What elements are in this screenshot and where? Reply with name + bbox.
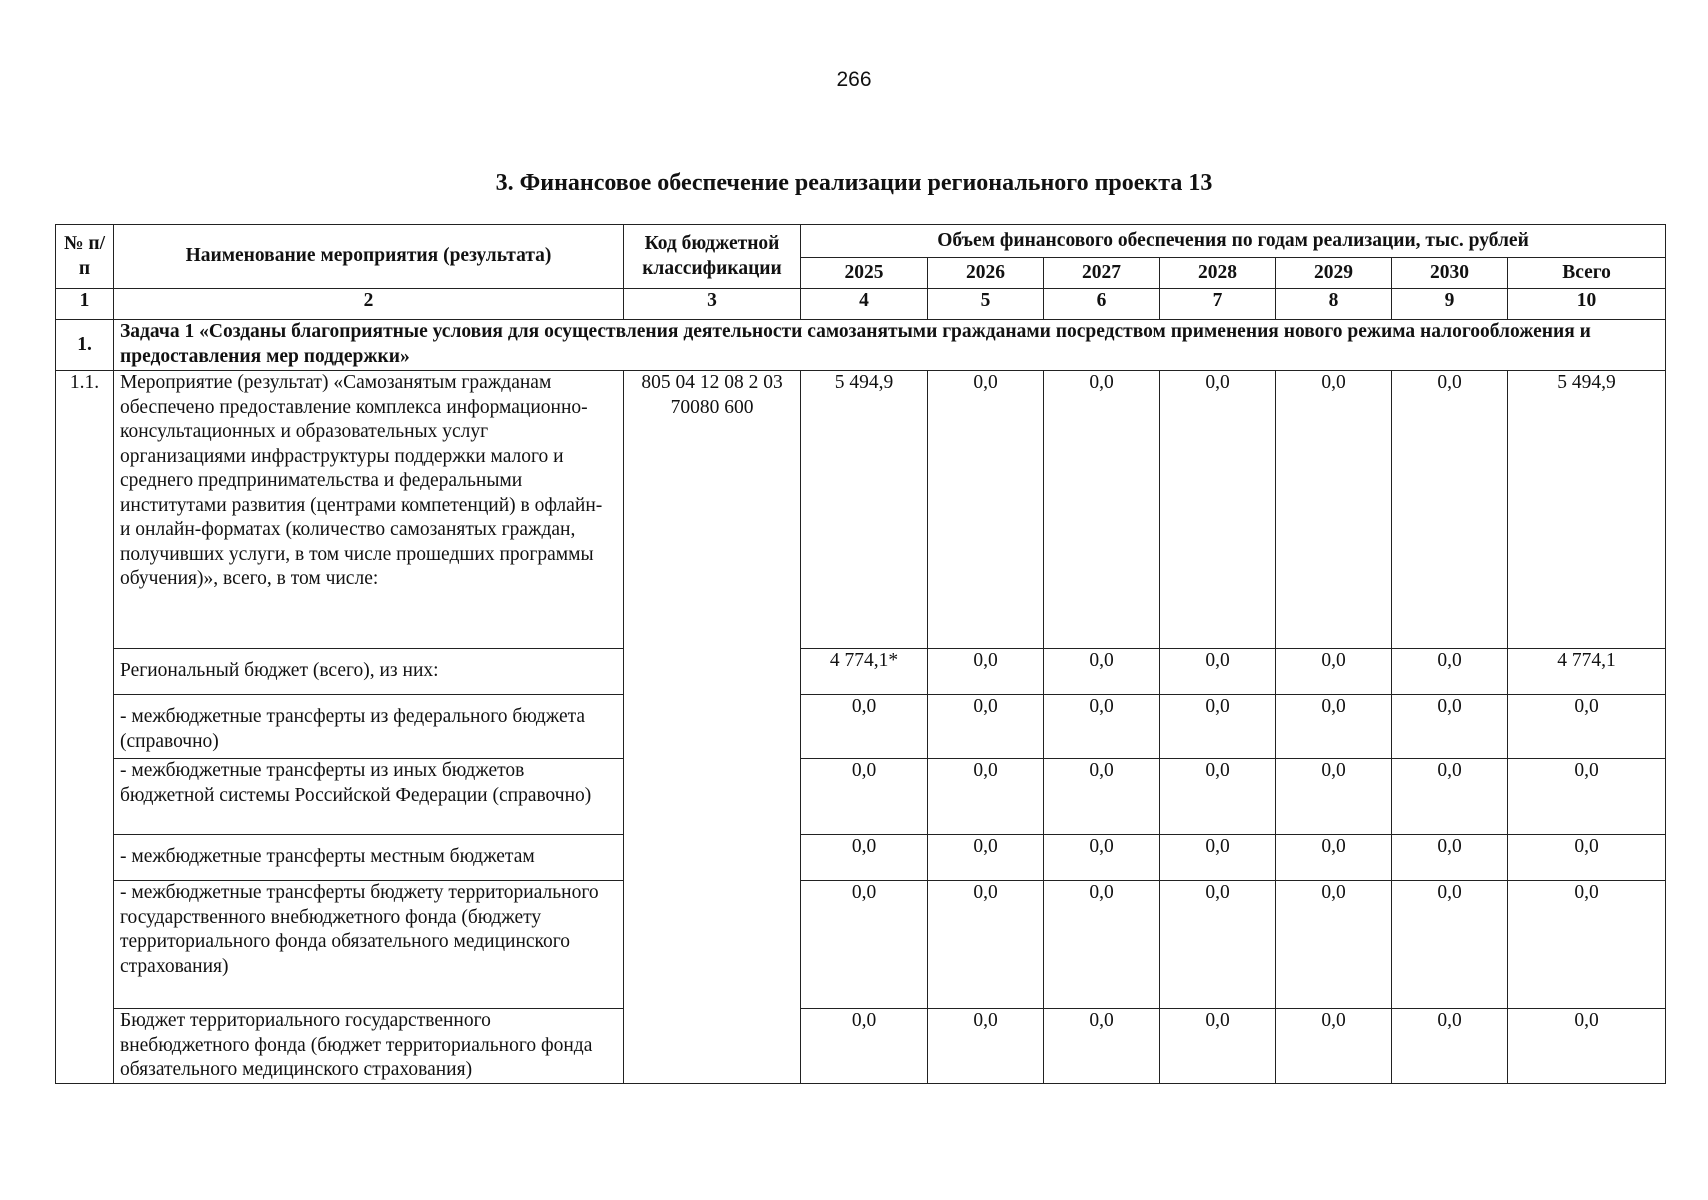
- value-cell: 0,0: [1044, 881, 1160, 1009]
- header-num: № п/п: [56, 225, 114, 289]
- row-name: - межбюджетные трансферты из иных бюджетов бюджетной системы Российской Федерации (справочно): [114, 759, 624, 835]
- value-total: 0,0: [1508, 1009, 1666, 1084]
- row-name: - межбюджетные трансферты бюджету территориального государственного внебюджетного фонда (бюджету территориального фонда обязательного медицинского страхования): [114, 881, 624, 1009]
- header-year: 2029: [1276, 258, 1392, 289]
- column-number: 7: [1160, 289, 1276, 320]
- financing-table: [55, 224, 1666, 1084]
- task-row: [56, 320, 1666, 371]
- value-cell: 0,0: [1044, 371, 1160, 649]
- value-total: 0,0: [1508, 835, 1666, 881]
- item-number: 1.1.: [56, 371, 114, 1084]
- header-year: 2027: [1044, 258, 1160, 289]
- value-total: 0,0: [1508, 881, 1666, 1009]
- value-total: 0,0: [1508, 695, 1666, 759]
- table-row: [56, 371, 1666, 649]
- header-year: 2025: [801, 258, 928, 289]
- value-cell: 0,0: [1392, 649, 1508, 695]
- value-cell: 0,0: [928, 881, 1044, 1009]
- value-cell: 0,0: [928, 649, 1044, 695]
- value-cell: 0,0: [1160, 371, 1276, 649]
- value-cell: 0,0: [928, 371, 1044, 649]
- value-cell: 0,0: [1044, 649, 1160, 695]
- table-row: [56, 759, 1666, 835]
- value-cell: 0,0: [1160, 1009, 1276, 1084]
- column-number: 10: [1508, 289, 1666, 320]
- value-cell: 0,0: [1044, 1009, 1160, 1084]
- value-cell: 0,0: [1392, 695, 1508, 759]
- column-number: 3: [624, 289, 801, 320]
- value-cell: 0,0: [1276, 759, 1392, 835]
- value-cell: 0,0: [801, 695, 928, 759]
- value-cell: 0,0: [1160, 835, 1276, 881]
- page-number: 266: [836, 68, 872, 91]
- value-cell: 0,0: [1276, 881, 1392, 1009]
- value-cell: 0,0: [928, 835, 1044, 881]
- value-cell: 0,0: [928, 759, 1044, 835]
- column-number: 6: [1044, 289, 1160, 320]
- value-cell: 0,0: [1276, 649, 1392, 695]
- column-number-row: [56, 289, 1666, 320]
- value-cell: 0,0: [1392, 759, 1508, 835]
- header-volume: Объем финансового обеспечения по годам реализации, тыс. рублей: [801, 225, 1666, 258]
- header-year: 2026: [928, 258, 1044, 289]
- row-name: Мероприятие (результат) «Самозанятым гражданам обеспечено предоставление комплекса информационно-консультационных и образовательных услуг организациями инфраструктуры поддержки малого и среднего предпринимательства и федеральными институтами развития (центрами компетенций) в офлайн- и онлайн-форматах (количество самозанятых граждан, получивших услуги, в том числе прошедших программы обучения)», всего, в том числе:: [114, 371, 624, 649]
- section-title: 3. Финансовое обеспечение реализации регионального проекта 13: [495, 170, 1213, 196]
- header-total: Всего: [1508, 258, 1666, 289]
- value-cell: 0,0: [1392, 835, 1508, 881]
- table-row: [56, 695, 1666, 759]
- value-cell: 0,0: [1160, 759, 1276, 835]
- value-cell: 0,0: [928, 695, 1044, 759]
- column-number: 9: [1392, 289, 1508, 320]
- table-row: [56, 649, 1666, 695]
- task-number: 1.: [56, 320, 114, 371]
- budget-code: 805 04 12 08 2 03 70080 600: [624, 371, 801, 1084]
- value-total: 4 774,1: [1508, 649, 1666, 695]
- value-cell: 0,0: [1160, 649, 1276, 695]
- header-name: Наименование мероприятия (результата): [114, 225, 624, 289]
- value-cell: 0,0: [1276, 1009, 1392, 1084]
- task-text: Задача 1 «Созданы благоприятные условия для осуществления деятельности самозанятыми гражданами посредством применения нового режима налогообложения и предоставления мер поддержки»: [114, 320, 1666, 371]
- header-code: Код бюджетной классификации: [624, 225, 801, 289]
- column-number: 4: [801, 289, 928, 320]
- header-year: 2030: [1392, 258, 1508, 289]
- value-cell: 0,0: [1276, 695, 1392, 759]
- value-total: 0,0: [1508, 759, 1666, 835]
- row-name: - межбюджетные трансферты местным бюджетам: [114, 835, 624, 881]
- row-name: - межбюджетные трансферты из федерального бюджета (справочно): [114, 695, 624, 759]
- value-cell: 0,0: [1160, 881, 1276, 1009]
- value-cell: 0,0: [1044, 835, 1160, 881]
- value-cell: 0,0: [1160, 695, 1276, 759]
- value-cell: 5 494,9: [801, 371, 928, 649]
- value-cell: 0,0: [801, 835, 928, 881]
- column-number: 8: [1276, 289, 1392, 320]
- value-cell: 0,0: [1276, 371, 1392, 649]
- value-cell: 0,0: [1392, 1009, 1508, 1084]
- table-row: [56, 881, 1666, 1009]
- value-cell: 0,0: [801, 881, 928, 1009]
- value-cell: 0,0: [1044, 759, 1160, 835]
- header-year: 2028: [1160, 258, 1276, 289]
- value-total: 5 494,9: [1508, 371, 1666, 649]
- value-cell: 0,0: [1392, 881, 1508, 1009]
- table-row: [56, 1009, 1666, 1084]
- header-row-top: [56, 225, 1666, 258]
- row-name: Региональный бюджет (всего), из них:: [114, 649, 624, 695]
- value-cell: 0,0: [1276, 835, 1392, 881]
- column-number: 1: [56, 289, 114, 320]
- value-cell: 4 774,1*: [801, 649, 928, 695]
- column-number: 5: [928, 289, 1044, 320]
- value-cell: 0,0: [928, 1009, 1044, 1084]
- value-cell: 0,0: [1392, 371, 1508, 649]
- value-cell: 0,0: [801, 759, 928, 835]
- table-row: [56, 835, 1666, 881]
- value-cell: 0,0: [1044, 695, 1160, 759]
- value-cell: 0,0: [801, 1009, 928, 1084]
- row-name: Бюджет территориального государственного внебюджетного фонда (бюджет территориального фонда обязательного медицинского страхования): [114, 1009, 624, 1084]
- column-number: 2: [114, 289, 624, 320]
